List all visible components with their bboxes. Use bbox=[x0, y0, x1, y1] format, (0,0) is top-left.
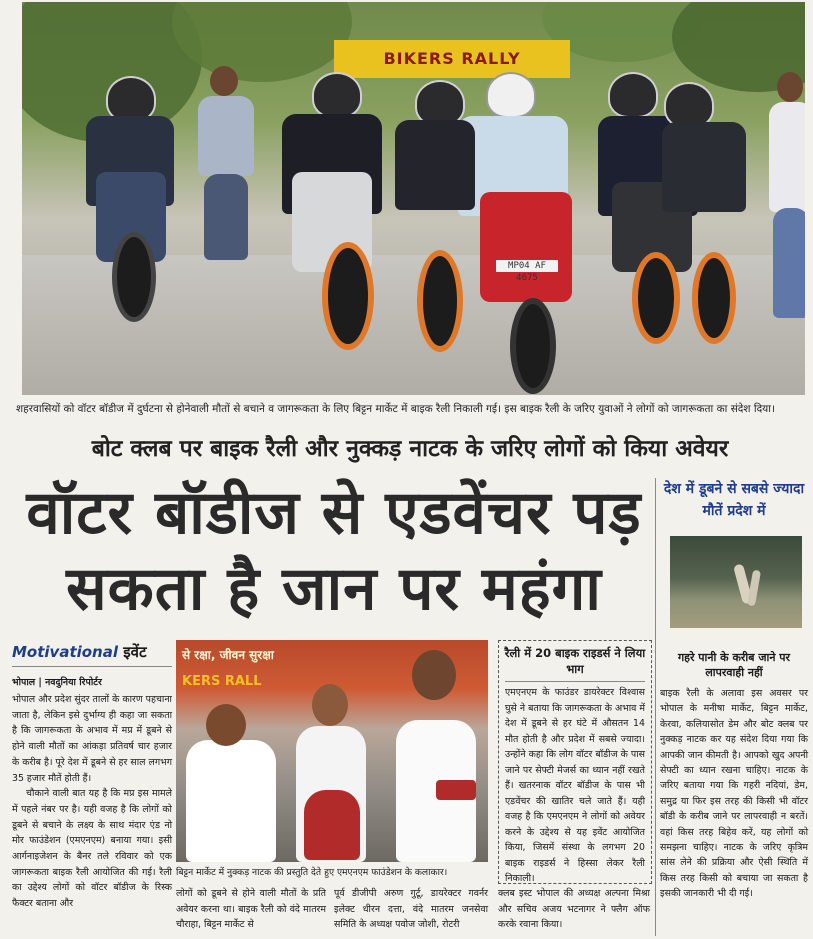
tag-event: इवेंट bbox=[118, 643, 147, 661]
boxed-story-body: एमएनएम के फाउंडर डायरेक्टर विश्वास घुसे ने बताया कि जागरूकता के अभाव में देश में डूबने से हर घंटे में औसतन 14 मौत होती है और प्रदेश में सबसे ज्यादा। उन्होंने कहा कि लोग वॉटर बॉडीज के पास जाने पर सेफ्टी मेजर्स का ध्यान नहीं रखते हैं। खतरनाक वॉटर बॉडीज के पास भी एडवेंचर की खातिर चले जाते हैं। यही वजह है कि एमएनएम ने लोगों को अवेयर करने के उद्देश्य से यह इवेंट आयोजित किया, जिसमें संस्था के लगभग 20 बाइक राइडर्स ने हिस्सा लेकर रैली निकाली। bbox=[505, 687, 645, 884]
photo-banner-text-2: KERS RALL bbox=[182, 674, 262, 689]
red-sash bbox=[436, 780, 476, 800]
side-story-photo bbox=[670, 536, 802, 628]
rider bbox=[62, 72, 192, 332]
tag-divider bbox=[12, 666, 172, 667]
photographer bbox=[192, 62, 262, 262]
performer-head bbox=[206, 704, 246, 746]
headline-line-2: सकता है जान पर महंगा bbox=[66, 554, 602, 624]
rider bbox=[662, 82, 772, 342]
side-story bbox=[660, 478, 808, 936]
red-scarf bbox=[304, 790, 360, 860]
headline-line-1: वॉटर बॉडीज से एडवेंचर पड़ bbox=[26, 478, 642, 548]
side-story-title: देश में डूबने से सबसे ज्यादा मौतें प्रदेश में bbox=[663, 481, 805, 519]
boxed-story-title: रैली में 20 बाइक राइडर्स ने लिया भाग bbox=[504, 646, 646, 676]
side-story-subtitle: गहरे पानी के करीब जाने पर लापरवाही नहीं bbox=[677, 651, 791, 679]
rider bbox=[252, 72, 402, 352]
rally-banner: BIKERS RALLY bbox=[334, 40, 570, 78]
byline: भोपाल | नवदुनिया रिपोर्टर bbox=[12, 677, 102, 688]
street-play-photo bbox=[176, 640, 488, 862]
performer-head bbox=[412, 650, 456, 700]
top-photo-caption: शहरवासियों को वॉटर बॉडीज में दुर्घटना से होनेवाली मौतों से बचाने व जागरूकता के लिए बिट्टन मार्केट में बाइक रैली निकाली गई। इस बाइक रैली के जरिए युवाओं ने लोगों को जागरूकता का संदेश दिया। bbox=[16, 403, 775, 415]
article-column-4: क्लब इस्ट भोपाल की अध्यक्ष अल्पना मिश्रा और सचिव अजय भटनागर ने फ्लैग ऑफ करके रवाना किया। bbox=[498, 888, 650, 931]
paragraph: भोपाल और प्रदेश सुंदर तालों के कारण पहचाना जाता है, लेकिन इसे दुर्भाग्य ही कहा जा सकता है कि जागरूकता के अभाव में मप्र में डूबने से होने वाली मौतों का आंकड़ा प्रतिवर्ष चार हजार के करीब है। पूरे देश में डूबने से हर साल लगभग 35 हजार मौतें होती हैं। bbox=[12, 694, 172, 784]
performer bbox=[186, 740, 276, 862]
section-tag bbox=[12, 640, 172, 664]
boxed-story bbox=[498, 640, 652, 884]
photo-banner-text: से रक्षा, जीवन सुरक्षा bbox=[182, 648, 274, 662]
number-plate: MP04 AF 4675 bbox=[496, 260, 558, 272]
street-play-caption: बिट्टन मार्केट में नुक्कड़ नाटक की प्रस्तुति देते हुए एमएनएम फाउंडेशन के कलाकार। bbox=[176, 867, 448, 878]
column-divider bbox=[655, 478, 656, 936]
article-column-2: लोगों को डूबने से होने वाली मौतों के प्रति अवेयर करना था। बाइक रैली को वंदे मातरम चौराहा, बिट्टन मार्केट से bbox=[176, 888, 326, 931]
article-column-3: पूर्व डीजीपी अरुण गुर्टू, डायरेक्टर गवर्नर इलेक्ट धीरन दत्ता, वंदे मातरम जनसेवा समिति के अध्यक्ष पवोज जोशी, रोटरी bbox=[334, 888, 488, 931]
bystander bbox=[767, 72, 805, 322]
article-column-1 bbox=[12, 692, 172, 936]
kicker-headline: बोट क्लब पर बाइक रैली और नुक्कड़ नाटक के जरिए लोगों को किया अवेयर bbox=[91, 436, 729, 462]
top-photo bbox=[22, 2, 805, 395]
paragraph: चौकाने वाली बात यह है कि मप्र इस मामले में पहले नंबर पर है। यही वजह है कि लोगों को डूबने से बचाने के लक्ष्य के साथ मंदार एंड नो मोर फाउंडेशन (एमएनएम) बनाया गया। इसी आर्गनाइजेशन के बैनर तले रविवार को एक जागरूकता बाइक रैली आयोजित की गई। रैली का उद्देश्य लोगों को वॉटर बॉडीज के रिस्क फैक्टर बताना और bbox=[12, 788, 172, 910]
performer-head bbox=[312, 684, 348, 726]
main-headline bbox=[14, 478, 654, 628]
side-story-body: बाइक रैली के अलावा इस अवसर पर भोपाल के मनीषा मार्केट, बिट्टन मार्केट, केरवा, कलियासोत डेम और बोट क्लब पर नुक्कड़ नाटक कर यह संदेश दिया गया कि आपकी जान कीमती है। आपको खुद अपनी सेफ्टी का ध्यान रखना चाहिए। नाटक के जरिए बताया गया कि गहरी नदियां, डेम, समुद्र या फिर इस तरह की किसी भी वॉटर बॉडी के करीब जाने पर लापरवाही न बरतें। वहां किस तरह बिहेव करें, यह लोगों को समझना चाहिए। नाटक के जरिए कृत्रिम सांस लेने की प्रक्रिया और ऐसी स्थिति में किस तरह किसी को बचाया जा सकता है इसकी जानकारी भी दी गई। bbox=[660, 688, 808, 900]
tag-motivational: Motivational bbox=[12, 643, 119, 661]
rider bbox=[387, 80, 487, 350]
boxed-story-rule bbox=[505, 681, 645, 682]
